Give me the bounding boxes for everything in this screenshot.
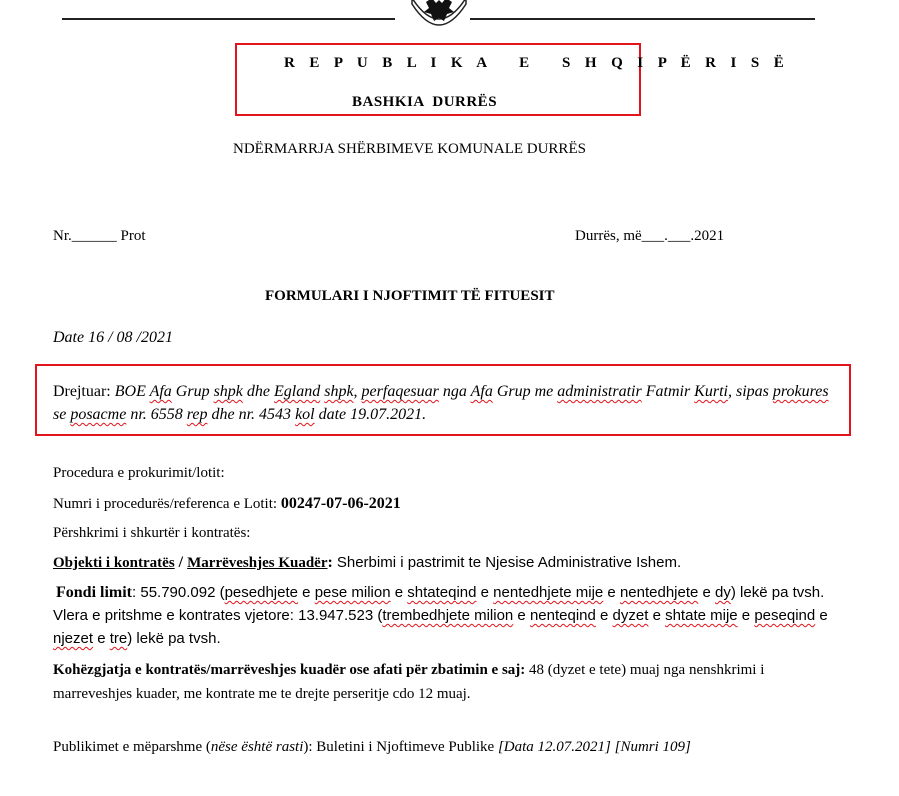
object-label-contract: Objekti i kontratës: [53, 555, 175, 571]
double-headed-eagle-icon: [408, 0, 470, 30]
publications-condition: nëse është rasti: [210, 739, 304, 755]
notice-date: Date 16 / 08 /2021: [53, 329, 173, 346]
header-rule-left: [62, 18, 395, 20]
addressee-label: Drejtuar:: [53, 383, 111, 400]
addressee-text: BOE Afa Grup shpk dhe Egland shpk, perfaqesuar nga Afa Grup me administratir Fatmir Kurti, sipas prokures se posacme nr. 6558 rep dhe nr. 4543 kol date 19.07.2021.: [53, 383, 829, 423]
procedure-label: Procedura e prokurimit/lotit:: [53, 465, 225, 481]
enterprise-heading: NDËRMARRJA SHËRBIMEVE KOMUNALE DURRËS: [233, 141, 586, 157]
addressee-paragraph: [53, 380, 843, 426]
publications-line: [53, 736, 843, 759]
publications-label-end: ): Buletini i Njoftimeve Publike: [303, 739, 498, 755]
header-rule-right: [470, 18, 815, 20]
fund-paragraph: [53, 581, 843, 650]
duration-value: 48 (dyzet e tete) muaj nga nenshkrimi i marreveshjes kuader, me kontrate me te drejte perseritje cdo 12 muaj.: [53, 662, 765, 702]
procedure-number-value: 00247-07-06-2021: [280, 495, 401, 512]
publications-reference: [Data 12.07.2021] [Numri 109]: [497, 739, 691, 755]
procedure-number-line: [53, 492, 843, 516]
country-heading: R E P U B L I K A E S H Q I P Ë R I S Ë: [284, 55, 790, 71]
form-title: FORMULARI I NJOFTIMIT TË FITUESIT: [265, 288, 555, 304]
duration-label: Kohëzgjatja e kontratës/marrëveshjes kuadër ose afati për zbatimin e saj:: [53, 662, 526, 678]
municipality-heading: BASHKIA DURRËS: [352, 94, 498, 110]
publications-label: Publikimet e mëparshme (: [53, 739, 211, 755]
contract-object-line: Objekti i kontratës / Marrëveshjes Kuadër: Sherbimi i pastrimit te Njesise Administrative Ishem.: [53, 554, 682, 571]
place-date: Durrës, më___.___.2021: [575, 228, 725, 244]
object-value: Sherbimi i pastrimit te Njesise Administrative Ishem.: [336, 554, 682, 571]
object-label-framework: Marrëveshjes Kuadër: [187, 555, 328, 571]
protocol-number: Nr.______ Prot: [53, 228, 146, 244]
fund-text: : 55.790.092 (pesedhjete e pese milion e shtateqind e nentedhjete mije e nentedhjete e dy) lekë pa tvsh. Vlera e pritshme e kontrates vjetore: 13.947.523 (trembedhjete milion e nenteqind e dyzet e shtate mije e peseqind e njezet e tre) lekë pa tvsh.: [53, 584, 828, 647]
fund-label: Fondi limit: [56, 584, 133, 601]
procedure-number-label: Numri i procedurës/referenca e Lotit:: [53, 496, 281, 512]
description-label: Përshkrimi i shkurtër i kontratës:: [53, 525, 251, 541]
duration-paragraph: [53, 658, 823, 706]
